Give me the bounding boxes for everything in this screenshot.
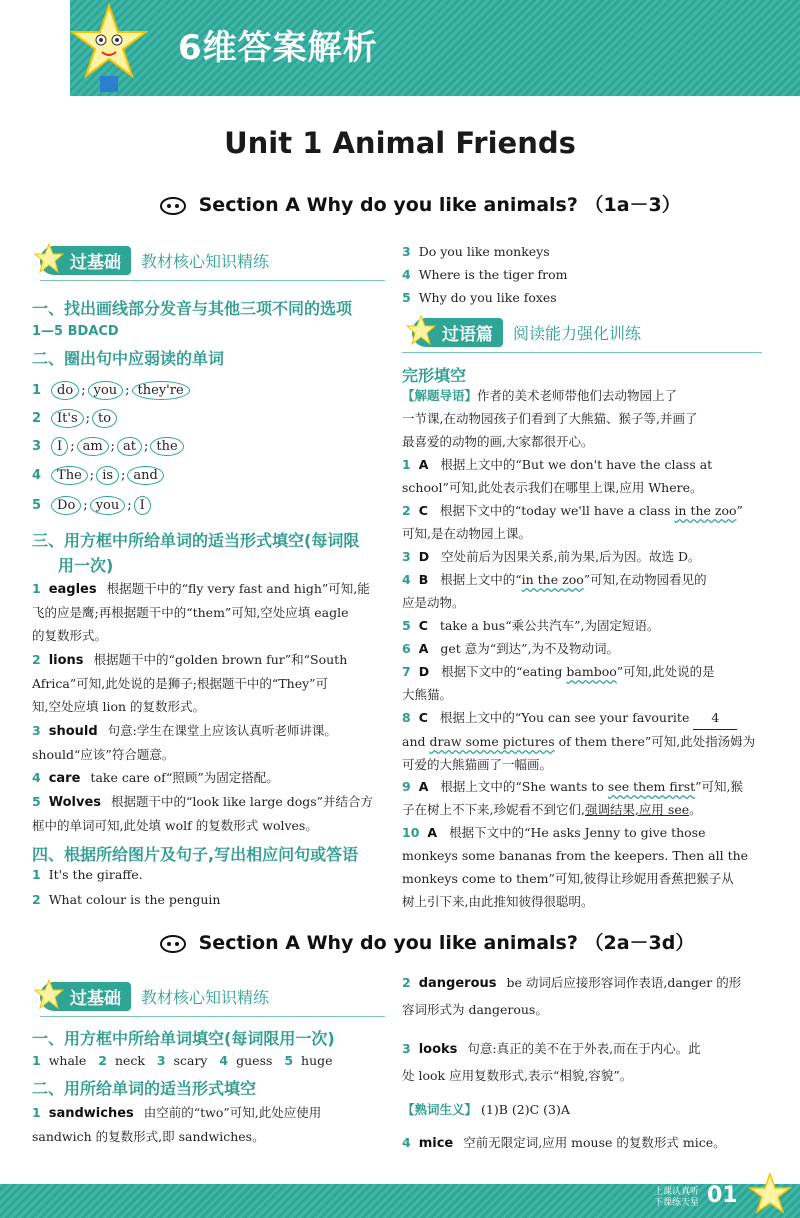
heading-3: 三、用方框中所给单词的适当形式填空(每词限 [32, 531, 360, 550]
explain-q2: 2 lions 根据题干中的“golden brown fur”和“South Africa”可知,此处说的是狮子;根据题干中的“They”可 知,空处应填 lion 的复数形式。 [32, 652, 348, 714]
divider [402, 352, 762, 353]
shuci-shengyi: 【熟词生义】 (1)B (2)C (3)A [402, 1102, 570, 1117]
divider [40, 280, 385, 281]
tag-yupian: 过语篇 阅读能力强化训练 [412, 318, 641, 346]
word-answers: 1 whale 2 neck 3 scary 4 guess 5 huge [32, 1053, 333, 1068]
explain-q1: 1 eagles 根据题干中的“fly very fast and high”可知,能 飞的应是鹰;再根据题干中的“them”可知,空处应填 eagle 的复数形式。 [32, 581, 370, 643]
explain-2-q1: 1 sandwiches 由空前的“two”可知,此处应使用 sandwich 的复数形式,即 sandwiches。 [32, 1105, 322, 1144]
cloze-9: 9 A 根据上文中的“She wants to see them first”可知,猴 子在树上不下来,珍妮看不到它们,强调结果,应用 see。 [402, 779, 744, 817]
mascot-icon [160, 934, 186, 954]
cloze-1: 1 A 根据上文中的“But we don't have the class at school”可知,此处表示我们在哪里上课,应用 Where。 [402, 457, 713, 495]
answer-r4: 4 Where is the tiger from [402, 267, 568, 282]
heading-4: 四、根据所给图片及句子,写出相应问句或答语 [32, 845, 359, 864]
heading-2: 二、圈出句中应弱读的单词 [32, 349, 225, 368]
answer-range: 1—5 BDACD [32, 323, 119, 339]
answer-4-1: 1 It's the giraffe. [32, 867, 143, 882]
section-heading-1a-3 [160, 190, 681, 217]
cloze-6: 6 A get 意为“到达”,为不及物动词。 [402, 641, 620, 656]
divider [40, 1016, 385, 1017]
answer-r5: 5 Why do you like foxes [402, 290, 557, 305]
star-mascot-icon [748, 1172, 792, 1218]
section-title: Section A Why do you like animals? （2a－3d） [198, 932, 695, 954]
cloze-3: 3 D 空处前后为因果关系,前为果,后为因。故选 D。 [402, 549, 701, 564]
heading-2-2: 二、用所给单词的适当形式填空 [32, 1079, 257, 1098]
tag-label: 过基础 [70, 252, 121, 273]
cloze-7: 7 D 根据下文中的“eating bamboo”可知,此处说的是 大熊猫。 [402, 664, 715, 702]
cloze-10: 10 A 根据下文中的“He asks Jenny to give those monkeys some bananas from the keepers. Then all the monkeys come to them”可知,彼得让珍妮用香蕉把猴子从 树上引下来,由此推知彼得很聪明。 [402, 825, 749, 909]
cloze-8: 8 C 根据上文中的“You can see your favourite 4 and draw some pictures of them there”可知,此处指汤姆为 可爱的大熊猫画了一幅画。 [402, 706, 764, 776]
explain-2-q2: 2 dangerous be 动词后应接形容词作表语,danger 的形 容词形式为 dangerous。 [402, 975, 742, 1017]
cloze-title: 完形填空 [402, 366, 467, 385]
guide-paragraph: 【解题导语】作者的美术老师带他们去动物园上了 一节课,在动物园孩子们看到了大熊猫、猴子等,并画了 最喜爱的动物的画,大家都很开心。 [402, 388, 698, 449]
answer-r3: 3 Do you like monkeys [402, 244, 550, 259]
answer-4-2: 2 What colour is the penguin [32, 892, 221, 907]
banner-title: 6维答案解析 [178, 28, 378, 68]
heading-1: 一、找出画线部分发音与其他三项不同的选项 [32, 299, 353, 318]
circle-row-3: 3 I ; am ; at ; the [32, 433, 186, 459]
explain-2-q4: 4 mice 空前无限定词,应用 mouse 的复数形式 mice。 [402, 1135, 726, 1151]
heading-3-cont: 用一次) [58, 556, 114, 575]
star-icon [34, 978, 64, 1010]
mascot-icon [160, 196, 186, 216]
explain-2-q3: 3 looks 句意:真正的美不在于外表,而在于内心。此 处 look 应用复数形式,表示“相貌,容貌”。 [402, 1041, 701, 1083]
section-title: Section A Why do you like animals? （1a－3） [198, 194, 681, 216]
star-icon [406, 314, 436, 346]
answer-row [32, 318, 127, 344]
star-mascot-icon [70, 2, 148, 94]
explain-q3: 3 should 句意:学生在课堂上应该认真听老师讲课。 should“应该”符合题意。 [32, 723, 337, 762]
circle-row-5: 5 Do ; you ; I [32, 492, 153, 518]
circle-row-4: 4 The ; is ; and [32, 462, 166, 488]
circle-row-1: 1 do ; you ; they're [32, 377, 192, 403]
circle-row-2: 2 It's ; to [32, 405, 119, 431]
star-icon [34, 242, 64, 274]
tag-sub: 教材核心知识精练 [141, 251, 270, 271]
cloze-2: 2 C 根据下文中的“today we'll have a class in the zoo” 可知,是在动物园上课。 [402, 503, 743, 541]
explain-q4: 4 care take care of“照顾”为固定搭配。 [32, 770, 279, 786]
unit-title: Unit 1 Animal Friends [224, 126, 576, 160]
tag-jichu-2: 过基础 教材核心知识精练 [40, 982, 269, 1010]
page-number: 01 [707, 1183, 738, 1208]
footer-note: 上课认真听 下课练天星 [654, 1187, 700, 1208]
cloze-5: 5 C take a bus“乘公共汽车”,为固定短语。 [402, 618, 660, 633]
heading-2-1: 一、用方框中所给单词填空(每词限用一次) [32, 1029, 335, 1048]
section-heading-2a-3d [160, 928, 694, 955]
tag-jichu [40, 246, 269, 274]
cloze-4: 4 B 根据上文中的“in the zoo”可知,在动物园看见的 应是动物。 [402, 572, 707, 610]
explain-q5: 5 Wolves 根据题干中的“look like large dogs”并结合方 框中的单词可知,此处填 wolf 的复数形式 wolves。 [32, 794, 374, 833]
